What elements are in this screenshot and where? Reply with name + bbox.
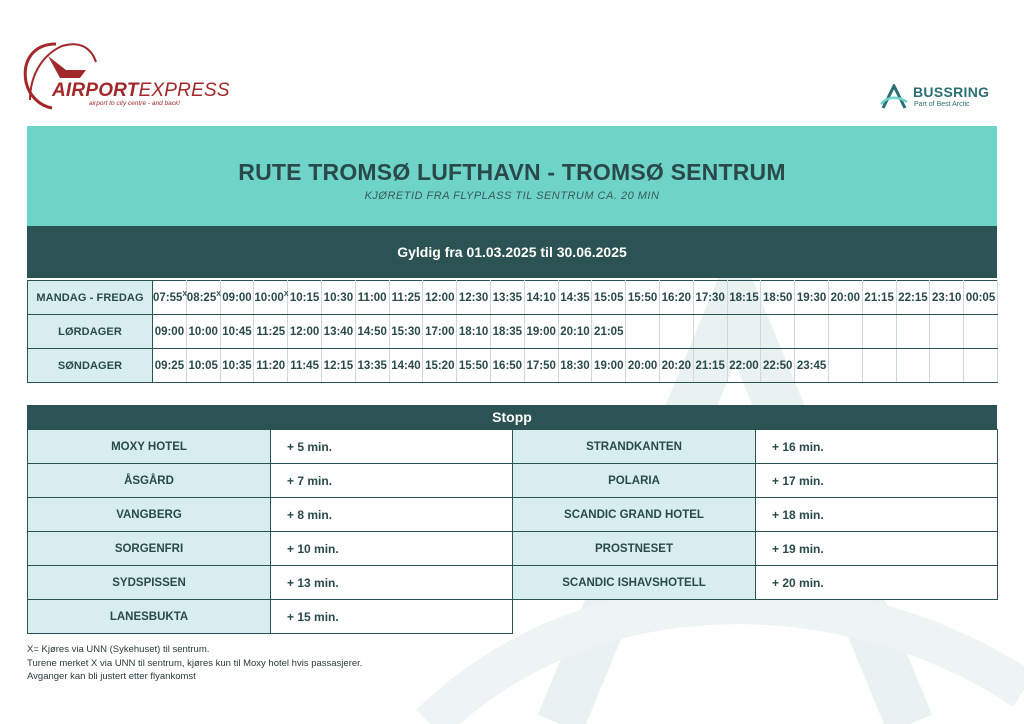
departure-time bbox=[321, 281, 355, 315]
departure-time bbox=[693, 281, 727, 315]
departure-time bbox=[828, 281, 862, 315]
empty-cell bbox=[896, 349, 930, 383]
stop-name: SCANDIC GRAND HOTEL bbox=[513, 498, 756, 532]
departure-time-text: 12:15 bbox=[323, 359, 354, 372]
departure-time bbox=[288, 315, 322, 349]
stop-name: STRANDKANTEN bbox=[513, 430, 756, 464]
departure-time-text: 20:10 bbox=[560, 325, 590, 338]
departure-time bbox=[727, 349, 761, 383]
departure-time-text: 11:25 bbox=[391, 291, 421, 304]
departure-time-text: 08:25 bbox=[186, 292, 217, 304]
departure-time bbox=[186, 349, 220, 383]
departure-time bbox=[558, 281, 592, 315]
departure-time bbox=[423, 315, 457, 349]
departure-time-text: 10:00 bbox=[254, 292, 284, 304]
departure-time bbox=[626, 281, 660, 315]
stop-name: SYDSPISSEN bbox=[28, 566, 271, 600]
departure-time bbox=[490, 315, 524, 349]
departure-time bbox=[321, 315, 355, 349]
departure-time bbox=[592, 281, 626, 315]
stop-row bbox=[513, 464, 998, 498]
stop-offset: + 13 min. bbox=[271, 566, 513, 600]
departure-time-text: 23:10 bbox=[932, 291, 962, 304]
footnote-line: Avganger kan bli justert etter flyankomst bbox=[27, 671, 196, 682]
empty-cell bbox=[930, 315, 964, 349]
departure-time-text: 15:20 bbox=[425, 359, 455, 372]
departure-time-text: 10:35 bbox=[222, 359, 252, 372]
departure-time-text: 11:00 bbox=[357, 291, 387, 304]
departure-time-text: 15:30 bbox=[391, 325, 421, 338]
departure-time bbox=[423, 349, 457, 383]
departure-time bbox=[389, 315, 423, 349]
departure-time bbox=[254, 315, 288, 349]
departure-time bbox=[558, 315, 592, 349]
departure-time bbox=[355, 349, 389, 383]
empty-cell bbox=[964, 349, 998, 383]
departure-time bbox=[490, 281, 524, 315]
departure-time-text: 20:20 bbox=[661, 359, 692, 372]
departure-time bbox=[288, 349, 322, 383]
stop-offset: + 16 min. bbox=[756, 430, 998, 464]
empty-cell bbox=[626, 315, 660, 349]
stop-offset: + 20 min. bbox=[756, 566, 998, 600]
departure-time-text: 07:55 bbox=[153, 292, 183, 304]
departure-time-text: 19:00 bbox=[526, 325, 556, 338]
departure-time-text: 14:10 bbox=[526, 291, 556, 304]
departure-time-text: 19:00 bbox=[594, 359, 624, 372]
stop-row bbox=[28, 600, 513, 634]
departure-time bbox=[727, 281, 761, 315]
page-subtitle: KJØRETID FRA FLYPLASS TIL SENTRUM CA. 20 MIN bbox=[364, 190, 660, 202]
bussring-logo bbox=[880, 84, 1000, 110]
empty-cell bbox=[795, 315, 829, 349]
departure-time bbox=[524, 315, 558, 349]
departure-time bbox=[558, 349, 592, 383]
departure-time bbox=[457, 281, 491, 315]
departure-time-text: 17:30 bbox=[695, 291, 725, 304]
departure-time-text: 22:15 bbox=[898, 291, 928, 304]
stop-name: LANESBUKTA bbox=[28, 600, 271, 634]
departure-time bbox=[288, 281, 322, 315]
footnote-line: Turene merket X via UNN til sentrum, kjøres kun til Moxy hotel hvis passasjerer. bbox=[27, 657, 363, 669]
departure-time bbox=[220, 315, 254, 349]
timetable bbox=[27, 280, 998, 383]
departure-time-text: 13:40 bbox=[323, 325, 354, 338]
stop-name: SCANDIC ISHAVSHOTELL bbox=[513, 566, 756, 600]
departure-time bbox=[389, 349, 423, 383]
stop-row bbox=[513, 532, 998, 566]
departure-time bbox=[896, 281, 930, 315]
footnotes bbox=[27, 643, 362, 684]
stop-row bbox=[28, 498, 513, 532]
departure-time-text: 21:15 bbox=[864, 291, 894, 304]
stops-table-left bbox=[27, 429, 513, 634]
departure-time-text: 18:30 bbox=[560, 359, 590, 372]
departure-time bbox=[795, 349, 829, 383]
departure-time bbox=[254, 281, 288, 315]
departure-time-text: 10:45 bbox=[222, 325, 252, 338]
departure-time-text: 16:20 bbox=[661, 291, 692, 304]
departure-time bbox=[423, 281, 457, 315]
stop-offset: + 7 min. bbox=[271, 464, 513, 498]
stop-row bbox=[28, 566, 513, 600]
departure-time-text: 15:05 bbox=[594, 291, 624, 304]
airport-express-tagline: airport to city centre - and back! bbox=[89, 100, 181, 107]
day-label: SØNDAGER bbox=[28, 349, 153, 383]
stop-row bbox=[28, 430, 513, 464]
departure-time-text: 15:50 bbox=[627, 291, 658, 304]
stop-row bbox=[513, 430, 998, 464]
departure-time bbox=[862, 281, 896, 315]
departure-time-text: 10:00 bbox=[188, 325, 218, 338]
departure-time-text: 18:50 bbox=[763, 291, 793, 304]
empty-cell bbox=[828, 315, 862, 349]
bussring-a-icon bbox=[880, 84, 908, 110]
bussring-subtitle: Part of Best Arctic bbox=[914, 101, 970, 108]
empty-cell bbox=[727, 315, 761, 349]
departure-time-text: 13:35 bbox=[492, 291, 523, 304]
stop-row bbox=[28, 464, 513, 498]
departure-time bbox=[761, 349, 795, 383]
departure-time-text: 23:45 bbox=[796, 359, 827, 372]
empty-cell bbox=[862, 349, 896, 383]
stop-name: MOXY HOTEL bbox=[28, 430, 271, 464]
departure-time-text: 11:20 bbox=[256, 359, 286, 372]
empty-cell bbox=[964, 315, 998, 349]
departure-time bbox=[524, 349, 558, 383]
departure-time bbox=[355, 281, 389, 315]
timetable-row bbox=[28, 315, 998, 349]
unn-marker: X bbox=[283, 291, 289, 298]
departure-time-text: 09:25 bbox=[154, 359, 185, 372]
empty-cell bbox=[659, 315, 693, 349]
departure-time-text: 21:15 bbox=[695, 359, 725, 372]
departure-time-text: 12:00 bbox=[425, 291, 455, 304]
bussring-wordmark: BUSSRING bbox=[913, 84, 990, 100]
departure-time-text: 12:00 bbox=[289, 325, 320, 338]
departure-time bbox=[592, 315, 626, 349]
departure-time-text: 09:00 bbox=[154, 325, 185, 338]
departure-time bbox=[457, 349, 491, 383]
route-header bbox=[27, 126, 997, 226]
departure-time bbox=[153, 349, 187, 383]
departure-time bbox=[153, 315, 187, 349]
stop-offset: + 18 min. bbox=[756, 498, 998, 532]
departure-time bbox=[254, 349, 288, 383]
timetable-row bbox=[28, 281, 998, 315]
stop-offset: + 19 min. bbox=[756, 532, 998, 566]
stop-row bbox=[513, 566, 998, 600]
empty-cell bbox=[693, 315, 727, 349]
departure-time bbox=[490, 349, 524, 383]
empty-cell bbox=[896, 315, 930, 349]
departure-time bbox=[659, 349, 693, 383]
departure-time bbox=[220, 281, 254, 315]
departure-time-text: 17:50 bbox=[526, 359, 556, 372]
departure-time bbox=[761, 281, 795, 315]
departure-time bbox=[186, 281, 220, 315]
stop-name: PROSTNESET bbox=[513, 532, 756, 566]
departure-time bbox=[592, 349, 626, 383]
departure-time-text: 18:10 bbox=[458, 325, 489, 338]
departure-time bbox=[321, 349, 355, 383]
departure-time-text: 14:35 bbox=[560, 291, 590, 304]
empty-cell bbox=[862, 315, 896, 349]
stop-offset: + 15 min. bbox=[271, 600, 513, 634]
stop-offset: + 5 min. bbox=[271, 430, 513, 464]
departure-time-text: 15:50 bbox=[458, 359, 489, 372]
departure-time-text: 09:00 bbox=[222, 291, 252, 304]
airport-express-logo bbox=[22, 38, 230, 114]
timetable-row bbox=[28, 349, 998, 383]
stop-offset: + 8 min. bbox=[271, 498, 513, 532]
stop-offset: + 10 min. bbox=[271, 532, 513, 566]
footnote-line: X= Kjøres via UNN (Sykehuset) til sentrum. bbox=[27, 644, 210, 655]
stop-name: ÅSGÅRD bbox=[28, 464, 271, 498]
departure-time-text: 19:30 bbox=[796, 291, 827, 304]
departure-time-text: 20:00 bbox=[627, 359, 658, 372]
departure-time-text: 10:05 bbox=[188, 359, 218, 372]
departure-time-text: 18:15 bbox=[729, 291, 759, 304]
stop-row bbox=[513, 498, 998, 532]
departure-time bbox=[220, 349, 254, 383]
stops-table-right bbox=[512, 429, 998, 600]
departure-time bbox=[186, 315, 220, 349]
departure-time-text: 21:05 bbox=[594, 325, 624, 338]
departure-time-text: 10:15 bbox=[289, 291, 320, 304]
validity-banner: Gyldig fra 01.03.2025 til 30.06.2025 bbox=[27, 226, 997, 278]
departure-time-text: 00:05 bbox=[965, 291, 996, 304]
stop-name: POLARIA bbox=[513, 464, 756, 498]
departure-time-text: 22:00 bbox=[729, 359, 759, 372]
stop-name: VANGBERG bbox=[28, 498, 271, 532]
stop-offset: + 17 min. bbox=[756, 464, 998, 498]
departure-time bbox=[659, 281, 693, 315]
departure-time-text: 16:50 bbox=[492, 359, 523, 372]
departure-time-text: 14:50 bbox=[357, 325, 387, 338]
departure-time bbox=[626, 349, 660, 383]
day-label: LØRDAGER bbox=[28, 315, 153, 349]
departure-time bbox=[930, 281, 964, 315]
departure-time bbox=[524, 281, 558, 315]
departure-time bbox=[693, 349, 727, 383]
empty-cell bbox=[828, 349, 862, 383]
page-title: RUTE TROMSØ LUFTHAVN - TROMSØ SENTRUM bbox=[238, 159, 786, 185]
empty-cell bbox=[930, 349, 964, 383]
departure-time bbox=[964, 281, 998, 315]
departure-time bbox=[389, 281, 423, 315]
departure-time-text: 11:25 bbox=[256, 325, 286, 338]
stops-header: Stopp bbox=[27, 405, 997, 429]
departure-time bbox=[153, 281, 187, 315]
departure-time-text: 10:30 bbox=[323, 291, 354, 304]
airport-express-wordmark: AIRPORTEXPRESS bbox=[52, 80, 230, 101]
empty-cell bbox=[761, 315, 795, 349]
unn-marker: X bbox=[216, 291, 221, 298]
departure-time-text: 13:35 bbox=[357, 359, 387, 372]
departure-time-text: 12:30 bbox=[458, 291, 489, 304]
departure-time-text: 11:45 bbox=[290, 359, 319, 372]
departure-time bbox=[355, 315, 389, 349]
departure-time bbox=[457, 315, 491, 349]
departure-time-text: 18:35 bbox=[492, 325, 523, 338]
departure-time-text: 17:00 bbox=[425, 325, 455, 338]
day-label: MANDAG - FREDAG bbox=[28, 281, 153, 315]
departure-time-text: 20:00 bbox=[830, 291, 861, 304]
unn-marker: X bbox=[182, 291, 188, 298]
stop-row bbox=[28, 532, 513, 566]
departure-time-text: 14:40 bbox=[391, 359, 421, 372]
departure-time-text: 22:50 bbox=[763, 359, 793, 372]
stop-name: SORGENFRI bbox=[28, 532, 271, 566]
departure-time bbox=[795, 281, 829, 315]
